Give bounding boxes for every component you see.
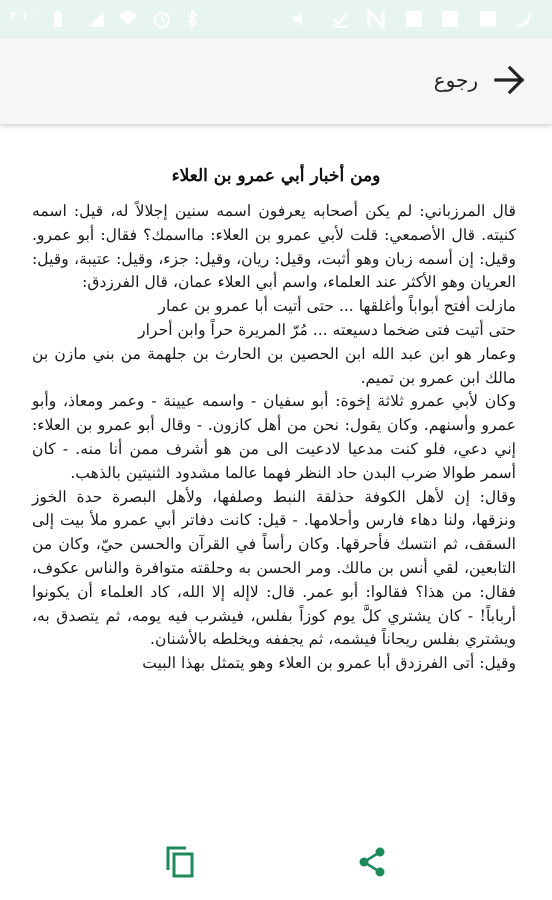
copy-icon[interactable] [162,844,198,880]
article-body: قال المرزباني: لم يكن أصحابه يعرفون اسمه سنين إجلالاً له، قيل: اسمه كنيته. قال الأصمعي: قلت لأبي عمرو بن العلاء: مااسمك؟ فقال: أبو عمرو. وقيل: إن أسمه زبان وهو أثبت، وقيل: ريان، وقيل: جزء، وقيل: عتيبة، وقيل: العريان وهو الأكثر عند العلماء، واسم أبي العلاء عمان، قال الفرزدق: مازلت أفتح أبواباً وأغلقها ... حتى أتيت أبا عمرو بن عمار حتى أتيت فتى ضخما دسيعته ... مُرّ المريرة حراً وابن أحرار وعمار هو ابن عبد الله ابن الحصين بن الحارث بن جلهمة من بني مازن بن مالك ابن عمرو بن تميم. وكان لأبي عمرو ثلاثة إخوة: أبو سفيان - واسمه عيينة - وعمر ومعاذ، وأبو عمرو وأسنهم. وكان يقول: نحن من أهل كازون. - وقال أبو عمرو بن العلاء: إني دعي، فلو كنت مدعيا لادعيت الى من هو أشرف ممن أنا منه. - كان أسمر طوالا ضرب البدن حاد النظر فهما عالما مشدود الثنيتين بالذهب. وقال: إن لأهل الكوفة حذلقة النبط وصلفها، ولأهل البصرة حدة الخوز ونزقها، ولنا دهاء فارس وأحلامها. - قيل: كانت دفاتر أبي عمرو ملأ بيت إلى السقف، ثم انتسك فأحرقها. وكان رأساً في القرآن والحسن حيّ، وكان من التابعين، لقي أنس بن مالك. ومر الحسن به وحلقته متوافرة والناس عكوف، فقال: من هذا؟ فقالوا: أبو عمر. قال: لاإله إلا الله، كاد العلماء أن يكونوا أرباباً! - كان يشتري كلَّ يوم كوزاً بفلس، فيشرب فيه يومه، ثم يتصدق به، ويشتري بفلس ريحاناً فيشمه، ثم يجففه ويخلطه بالأشنان. وقيل: أتى الفرزدق أبا عمرو بن العلاء وهو يتمثل بهذا البيت [32,202,516,673]
image-icon [440,9,460,29]
article-content [0,124,552,824]
signal-icon [86,9,106,29]
bottom-action-bar [0,824,552,900]
arrow-right-icon [492,62,528,98]
share-icon[interactable] [354,844,390,880]
bluetooth-icon [182,9,202,29]
article-title: ومن أخبار أبي عمرو بن العلاء [171,166,381,186]
twitter-icon [514,9,534,29]
check-icon [330,9,350,29]
image-icon [404,9,424,29]
scroll-fade [0,804,552,824]
back-label: رجوع [433,68,478,92]
status-time: ٢:١٠ [10,9,36,24]
back-button[interactable] [434,60,528,100]
volume-icon [290,9,310,29]
status-bar [0,0,552,38]
wifi-icon [118,9,138,29]
app-bar [0,38,552,124]
n-icon [366,9,386,29]
alarm-icon [152,9,172,29]
battery-icon [48,9,68,29]
image-icon [478,9,498,29]
